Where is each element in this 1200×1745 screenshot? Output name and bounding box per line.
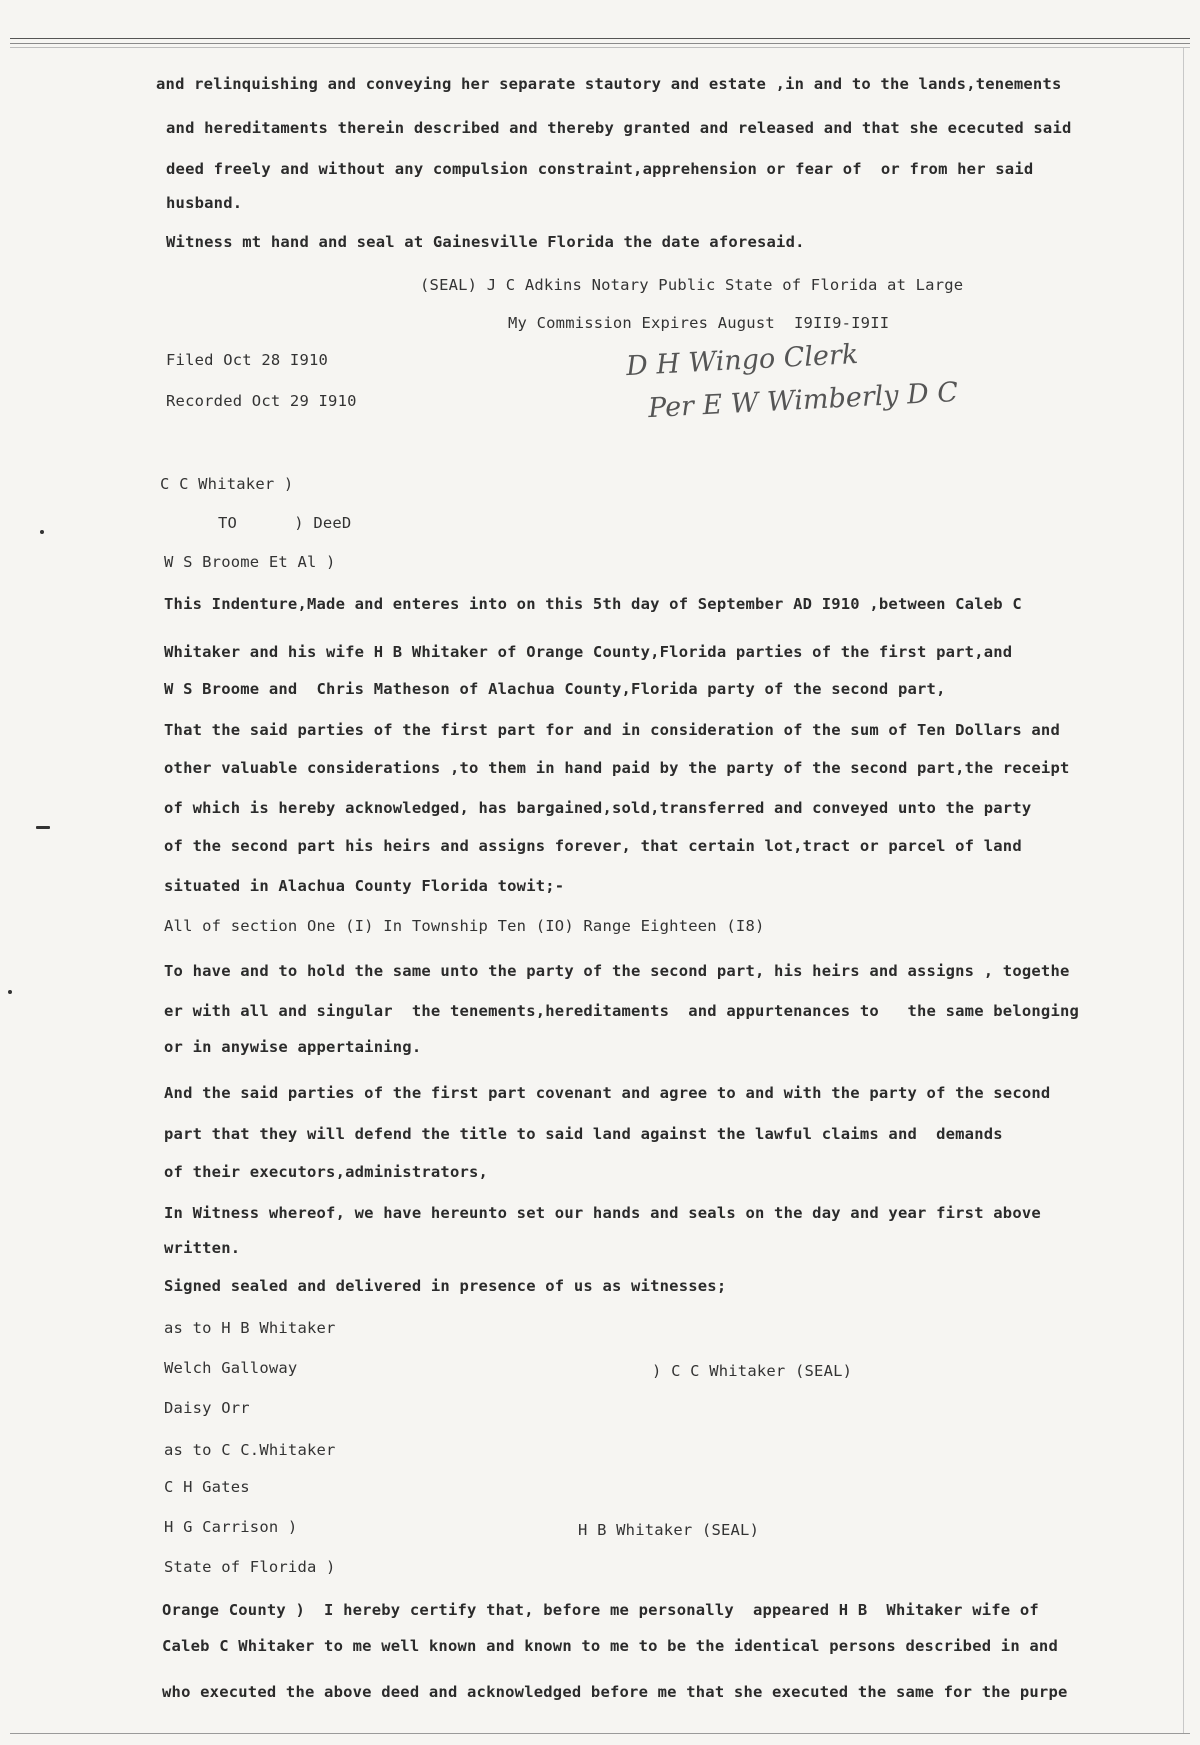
deputy-signature: Per E W Wimberly D C — [647, 376, 959, 425]
text-line: part that they will defend the title to said land against the lawful claims and demands — [164, 1125, 1003, 1143]
text-line: That the said parties of the first part for and in consideration of the sum of Ten Dollars and — [164, 721, 1060, 739]
page-edge — [1183, 48, 1184, 1733]
top-rule-3 — [10, 47, 1190, 48]
text-line: This Indenture,Made and enteres into on this 5th day of September AD I910 ,between Caleb C — [164, 595, 1022, 613]
witness-name: Daisy Orr — [164, 1399, 250, 1417]
text-line: of which is hereby acknowledged, has bargained,sold,transferred and conveyed unto the party — [164, 799, 1032, 817]
text-line: of the second part his heirs and assigns forever, that certain lot,tract or parcel of land — [164, 837, 1022, 855]
witness-name: H G Carrison ) — [164, 1518, 298, 1536]
top-rule — [10, 38, 1190, 39]
grantee-heading: W S Broome Et Al ) — [164, 553, 336, 571]
witness-heading: as to C C.Whitaker — [164, 1441, 336, 1459]
text-line: who executed the above deed and acknowledged before me that she executed the same for the purpe — [162, 1683, 1068, 1701]
recorded-date: Recorded Oct 29 I910 — [166, 392, 357, 410]
witness-name: C H Gates — [164, 1478, 250, 1496]
filed-date: Filed Oct 28 I910 — [166, 351, 329, 369]
text-line: or in anywise appertaining. — [164, 1038, 422, 1056]
clerk-signature: D H Wingo Clerk — [625, 338, 859, 383]
text-line: In Witness whereof, we have hereunto set our hands and seals on the day and year first above — [164, 1204, 1041, 1222]
land-description: All of section One (I) In Township Ten (IO) Range Eighteen (I8) — [164, 917, 765, 935]
top-rule-2 — [10, 43, 1190, 44]
text-line: Signed sealed and delivered in presence of us as witnesses; — [164, 1277, 727, 1295]
witness-name: Welch Galloway — [164, 1359, 298, 1377]
ink-speck — [8, 990, 12, 994]
text-line: and relinquishing and conveying her separate stautory and estate ,in and to the lands,tenements — [156, 75, 1062, 93]
text-line: Whitaker and his wife H B Whitaker of Orange County,Florida parties of the first part,and — [164, 643, 1013, 661]
grantor-heading: C C Whitaker ) — [160, 475, 294, 493]
text-line: W S Broome and Chris Matheson of Alachua County,Florida party of the second part, — [164, 680, 946, 698]
venue-state: State of Florida ) — [164, 1558, 336, 1576]
notary-line: (SEAL) J C Adkins Notary Public State of Florida at Large — [420, 276, 964, 294]
witness-heading: as to H B Whitaker — [164, 1319, 336, 1337]
deed-heading: TO ) DeeD — [218, 514, 352, 532]
text-line: Caleb C Whitaker to me well known and known to me to be the identical persons described in and — [162, 1637, 1058, 1655]
text-line: written. — [164, 1239, 241, 1257]
ink-speck — [40, 530, 44, 534]
text-line: And the said parties of the first part covenant and agree to and with the party of the second — [164, 1084, 1051, 1102]
text-line: husband. — [166, 194, 243, 212]
text-line: Orange County ) I hereby certify that, before me personally appeared H B Whitaker wife of — [162, 1601, 1039, 1619]
ink-speck — [36, 826, 50, 829]
text-line: Witness mt hand and seal at Gainesville Florida the date aforesaid. — [166, 233, 805, 251]
text-line: and hereditaments therein described and thereby granted and released and that she ececuted said — [166, 119, 1072, 137]
text-line: deed freely and without any compulsion constraint,apprehension or fear of or from her said — [166, 160, 1034, 178]
grantor-signature-cc: ) C C Whitaker (SEAL) — [652, 1362, 853, 1380]
bottom-rule — [10, 1733, 1190, 1734]
commission-line: My Commission Expires August I9II9-I9II — [508, 314, 890, 332]
text-line: er with all and singular the tenements,hereditaments and appurtenances to the same belonging — [164, 1002, 1080, 1020]
grantor-signature-hb: H B Whitaker (SEAL) — [578, 1521, 760, 1539]
text-line: of their executors,administrators, — [164, 1163, 489, 1181]
text-line: situated in Alachua County Florida towit;- — [164, 877, 565, 895]
text-line: To have and to hold the same unto the party of the second part, his heirs and assigns , togethe — [164, 962, 1070, 980]
text-line: other valuable considerations ,to them in hand paid by the party of the second part,the receipt — [164, 759, 1070, 777]
